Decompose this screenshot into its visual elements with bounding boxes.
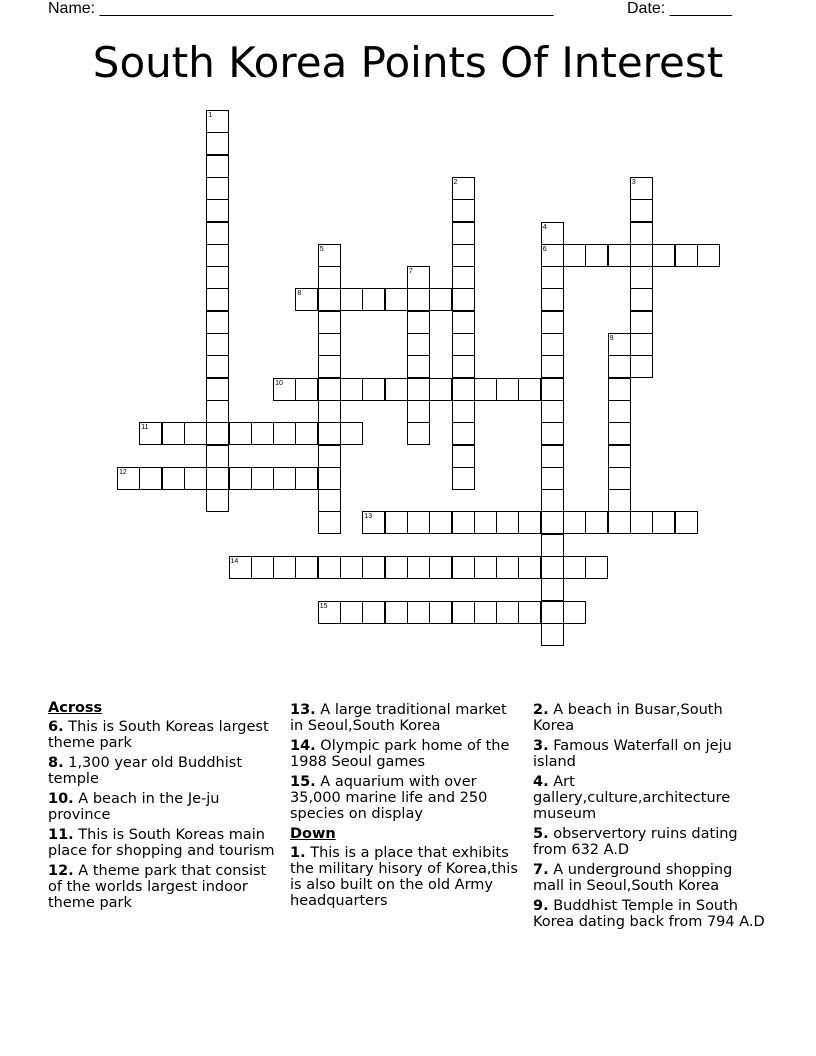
grid-cell[interactable]	[162, 467, 185, 490]
grid-cell[interactable]	[206, 155, 229, 178]
grid-cell[interactable]	[251, 422, 274, 445]
grid-cell[interactable]	[608, 467, 631, 490]
grid-cell[interactable]	[362, 378, 385, 401]
grid-cell[interactable]	[652, 244, 675, 267]
grid-cell[interactable]	[206, 199, 229, 222]
grid-cell[interactable]	[585, 511, 608, 534]
grid-cell[interactable]	[318, 378, 341, 401]
down-clue-7: 7. A underground shopping mall in Seoul,South Korea	[533, 862, 733, 894]
grid-cell[interactable]	[608, 378, 631, 401]
cell-number: 8	[297, 290, 302, 298]
grid-cell[interactable]	[541, 445, 564, 468]
grid-cell[interactable]	[518, 378, 541, 401]
grid-cell[interactable]	[318, 333, 341, 356]
grid-cell[interactable]	[541, 400, 564, 423]
grid-cell[interactable]	[541, 467, 564, 490]
down-clue-1: 1. This is a place that exhibits the military hisory of Korea,this is also built on the old Army headquarters	[290, 845, 518, 909]
grid-cell[interactable]	[184, 467, 207, 490]
grid-cell[interactable]	[541, 378, 564, 401]
cell-number: 4	[542, 223, 547, 231]
grid-cell[interactable]	[229, 467, 252, 490]
grid-cell[interactable]	[563, 556, 586, 579]
cell-number: 15	[319, 602, 328, 610]
grid-cell[interactable]	[630, 288, 653, 311]
grid-cell[interactable]	[474, 511, 497, 534]
down-clue-2: 2. A beach in Busar,South Korea	[533, 702, 723, 734]
across-clue-13: 13. A large traditional market in Seoul,South Korea	[290, 702, 507, 734]
date-field-label: Date: _______	[627, 0, 732, 17]
clues-column-1	[48, 700, 280, 915]
grid-cell[interactable]	[452, 511, 475, 534]
grid-cell[interactable]	[541, 578, 564, 601]
grid-cell[interactable]	[206, 244, 229, 267]
grid-cell[interactable]	[675, 244, 698, 267]
grid-cell[interactable]	[496, 378, 519, 401]
down-clue-3: 3. Famous Waterfall on jeju island	[533, 738, 732, 770]
across-clue-6: 6. This is South Koreas largest theme park	[48, 719, 269, 751]
grid-cell[interactable]	[206, 400, 229, 423]
grid-cell[interactable]	[541, 422, 564, 445]
grid-cell[interactable]	[452, 288, 475, 311]
grid-cell[interactable]	[318, 422, 341, 445]
grid-cell[interactable]	[541, 489, 564, 512]
grid-cell[interactable]	[608, 445, 631, 468]
grid-cell[interactable]	[295, 422, 318, 445]
grid-cell[interactable]	[474, 378, 497, 401]
grid-cell[interactable]	[273, 467, 296, 490]
grid-cell[interactable]	[608, 422, 631, 445]
grid-cell[interactable]	[652, 511, 675, 534]
cell-number: 12	[119, 468, 127, 476]
grid-cell[interactable]	[630, 244, 653, 267]
grid-cell[interactable]	[429, 288, 452, 311]
grid-cell[interactable]	[541, 333, 564, 356]
grid-cell[interactable]	[563, 601, 586, 624]
grid-cell[interactable]	[295, 556, 318, 579]
grid-cell[interactable]	[362, 288, 385, 311]
grid-cell[interactable]	[608, 244, 631, 267]
grid-cell[interactable]	[474, 556, 497, 579]
grid-cell[interactable]	[385, 511, 408, 534]
grid-cell[interactable]	[385, 601, 408, 624]
grid-cell[interactable]	[675, 511, 698, 534]
grid-cell[interactable]	[407, 378, 430, 401]
grid-cell[interactable]	[206, 333, 229, 356]
cell-number: 6	[542, 245, 547, 253]
grid-cell[interactable]	[452, 467, 475, 490]
grid-cell[interactable]	[608, 400, 631, 423]
grid-cell[interactable]	[541, 355, 564, 378]
grid-cell[interactable]	[184, 422, 207, 445]
grid-cell[interactable]	[452, 199, 475, 222]
grid-cell[interactable]	[162, 422, 185, 445]
grid-cell[interactable]	[429, 556, 452, 579]
cell-number: 14	[230, 558, 239, 565]
grid-cell[interactable]	[318, 489, 341, 512]
grid-cell[interactable]	[340, 422, 363, 445]
grid-cell[interactable]	[452, 378, 475, 401]
cell-number: 7	[408, 268, 413, 276]
grid-cell[interactable]	[541, 311, 564, 334]
grid-cell[interactable]	[630, 222, 653, 245]
grid-cell[interactable]	[318, 400, 341, 423]
grid-cell[interactable]	[452, 400, 475, 423]
grid-cell[interactable]	[206, 422, 229, 445]
across-clue-10: 10. A beach in the Je-ju province	[48, 791, 220, 823]
grid-cell[interactable]	[608, 511, 631, 534]
grid-cell[interactable]	[385, 556, 408, 579]
cell-number: 1	[208, 112, 213, 119]
grid-cell[interactable]	[251, 467, 274, 490]
grid-cell[interactable]	[407, 511, 430, 534]
grid-cell[interactable]	[206, 311, 229, 334]
grid-cell[interactable]	[407, 422, 430, 445]
grid-cell[interactable]	[630, 511, 653, 534]
down-heading: Down	[290, 826, 336, 842]
grid-cell[interactable]	[452, 266, 475, 289]
grid-cell[interactable]	[541, 511, 564, 534]
grid-cell[interactable]	[452, 311, 475, 334]
grid-cell[interactable]	[697, 244, 720, 267]
grid-cell[interactable]	[452, 355, 475, 378]
grid-cell[interactable]	[608, 489, 631, 512]
clues-column-3	[533, 702, 765, 934]
grid-cell[interactable]	[630, 311, 653, 334]
grid-cell[interactable]	[340, 601, 363, 624]
grid-cell[interactable]	[295, 378, 318, 401]
grid-cell[interactable]	[206, 222, 229, 245]
grid-cell[interactable]	[429, 378, 452, 401]
grid-cell[interactable]	[139, 467, 162, 490]
cell-number: 5	[319, 245, 324, 253]
grid-cell[interactable]	[452, 333, 475, 356]
across-clue-15: 15. A aquarium with over 35,000 marine life and 250 species on display	[290, 774, 488, 822]
down-clue-4: 4. Art gallery,culture,architecture museum	[533, 774, 731, 822]
grid-cell[interactable]	[273, 422, 296, 445]
grid-cell[interactable]	[429, 601, 452, 624]
grid-cell[interactable]	[295, 467, 318, 490]
grid-cell[interactable]	[229, 422, 252, 445]
grid-cell[interactable]	[541, 534, 564, 557]
grid-cell[interactable]	[407, 400, 430, 423]
cell-number: 11	[141, 424, 149, 432]
grid-cell[interactable]	[340, 288, 363, 311]
puzzle-title: South Korea Points Of Interest	[92, 38, 724, 87]
across-heading: Across	[48, 700, 103, 716]
grid-cell[interactable]	[385, 378, 408, 401]
across-clue-11: 11. This is South Koreas main place for shopping and tourism	[48, 827, 275, 859]
grid-cell[interactable]	[318, 467, 341, 490]
grid-cell[interactable]	[496, 601, 519, 624]
grid-cell[interactable]	[452, 445, 475, 468]
grid-cell[interactable]	[630, 355, 653, 378]
grid-cell[interactable]	[340, 378, 363, 401]
grid-cell[interactable]	[630, 199, 653, 222]
down-clue-9: 9. Buddhist Temple in South Korea dating back from 794 A.D	[533, 898, 765, 930]
across-clue-14: 14. Olympic park home of the 1988 Seoul games	[290, 738, 510, 770]
grid-cell[interactable]	[318, 266, 341, 289]
grid-cell[interactable]	[362, 556, 385, 579]
grid-cell[interactable]	[318, 556, 341, 579]
grid-cell[interactable]	[206, 445, 229, 468]
grid-cell[interactable]	[407, 601, 430, 624]
grid-cell[interactable]	[407, 556, 430, 579]
grid-cell[interactable]	[407, 355, 430, 378]
grid-cell[interactable]	[206, 467, 229, 490]
grid-cell[interactable]	[318, 288, 341, 311]
cell-number: 13	[364, 513, 373, 521]
grid-cell[interactable]	[518, 601, 541, 624]
grid-cell[interactable]	[206, 177, 229, 200]
grid-cell[interactable]	[541, 601, 564, 624]
grid-cell[interactable]	[452, 244, 475, 267]
grid-cell[interactable]	[407, 333, 430, 356]
grid-cell[interactable]	[206, 355, 229, 378]
grid-cell[interactable]	[251, 556, 274, 579]
cell-number: 2	[453, 178, 458, 186]
grid-cell[interactable]	[608, 355, 631, 378]
grid-cell[interactable]	[452, 422, 475, 445]
grid-cell[interactable]	[518, 511, 541, 534]
grid-cell[interactable]	[206, 266, 229, 289]
grid-cell[interactable]	[541, 623, 564, 646]
grid-cell[interactable]	[518, 556, 541, 579]
grid-cell[interactable]	[407, 311, 430, 334]
grid-cell[interactable]	[318, 311, 341, 334]
grid-cell[interactable]	[585, 244, 608, 267]
grid-cell[interactable]	[318, 511, 341, 534]
grid-cell[interactable]	[563, 244, 586, 267]
grid-cell[interactable]	[206, 378, 229, 401]
grid-cell[interactable]	[452, 601, 475, 624]
grid-cell[interactable]	[585, 556, 608, 579]
grid-cell[interactable]	[541, 288, 564, 311]
cell-number: 10	[275, 379, 283, 387]
name-field-label: Name: ___________________________________________________	[48, 0, 554, 17]
grid-cell[interactable]	[474, 601, 497, 624]
grid-cell[interactable]	[318, 355, 341, 378]
grid-cell[interactable]	[541, 556, 564, 579]
grid-cell[interactable]	[206, 288, 229, 311]
grid-cell[interactable]	[385, 288, 408, 311]
grid-cell[interactable]	[563, 511, 586, 534]
grid-cell[interactable]	[541, 266, 564, 289]
grid-cell[interactable]	[630, 333, 653, 356]
grid-cell[interactable]	[630, 266, 653, 289]
cell-number: 3	[631, 178, 636, 186]
grid-cell[interactable]	[407, 288, 430, 311]
grid-cell[interactable]	[452, 556, 475, 579]
across-clue-8: 8. 1,300 year old Buddhist temple	[48, 755, 243, 787]
grid-cell[interactable]	[340, 556, 363, 579]
clues-column-2	[290, 702, 522, 913]
grid-cell[interactable]	[429, 511, 452, 534]
grid-cell[interactable]	[362, 601, 385, 624]
grid-cell[interactable]	[318, 445, 341, 468]
grid-cell[interactable]	[273, 556, 296, 579]
grid-cell[interactable]	[206, 132, 229, 155]
grid-cell[interactable]	[496, 556, 519, 579]
cell-number: 9	[609, 335, 614, 342]
across-clue-12: 12. A theme park that consist of the worlds largest indoor theme park	[48, 863, 267, 911]
grid-cell[interactable]	[206, 489, 229, 512]
grid-cell[interactable]	[452, 222, 475, 245]
grid-cell[interactable]	[496, 511, 519, 534]
down-clue-5: 5. observertory ruins dating from 632 A.D	[533, 826, 738, 858]
